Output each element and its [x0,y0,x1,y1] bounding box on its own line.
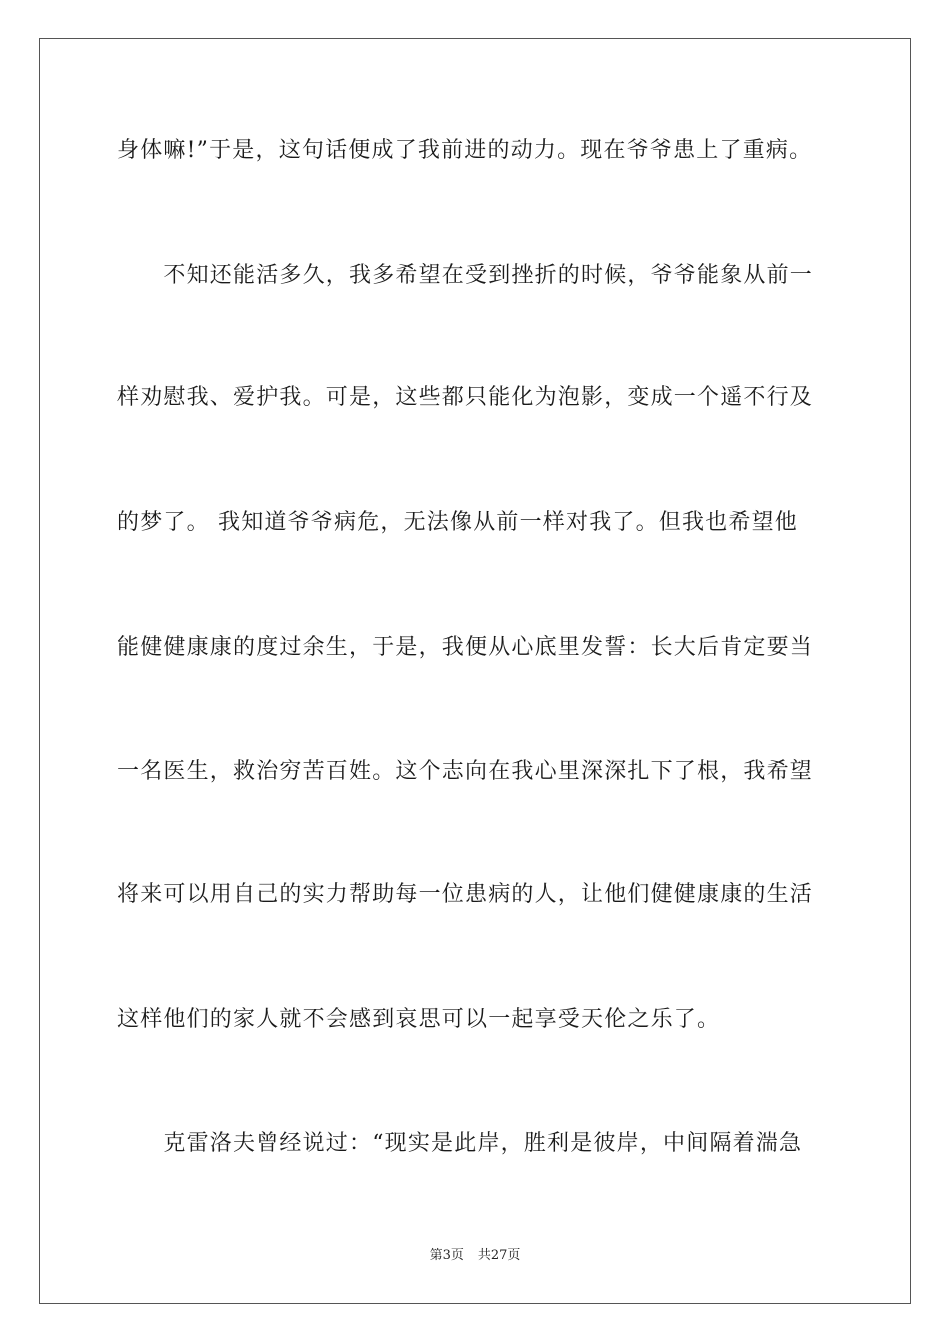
body-line-2: 不知还能活多久，我多希望在受到挫折的时候，爷爷能象从前一 [117,263,814,288]
body-line-1: 身体嘛!”于是，这句话便成了我前进的动力。现在爷爷患上了重病。 [117,138,813,163]
body-line-5: 能健健康康的度过余生，于是，我便从心底里发誓：长大后肯定要当 [117,635,814,660]
page-border [39,38,911,1304]
total-page-count: 共27页 [477,1248,521,1263]
body-line-8: 这样他们的家人就不会感到哀思可以一起享受天伦之乐了。 [117,1007,721,1032]
page-footer [0,1244,950,1263]
current-page-number: 第3页 [429,1248,464,1263]
body-line-3: 样劝慰我、爱护我。可是，这些都只能化为泡影，变成一个遥不行及 [117,385,814,410]
body-line-7: 将来可以用自己的实力帮助每一位患病的人，让他们健健康康的生活 [117,882,814,907]
body-line-4: 的梦了。 我知道爷爷病危，无法像从前一样对我了。但我也希望他 [117,510,798,535]
body-line-9: 克雷洛夫曾经说过：“现实是此岸，胜利是彼岸，中间隔着湍急 [117,1131,803,1156]
body-line-6: 一名医生，救治穷苦百姓。这个志向在我心里深深扎下了根，我希望 [117,759,814,784]
